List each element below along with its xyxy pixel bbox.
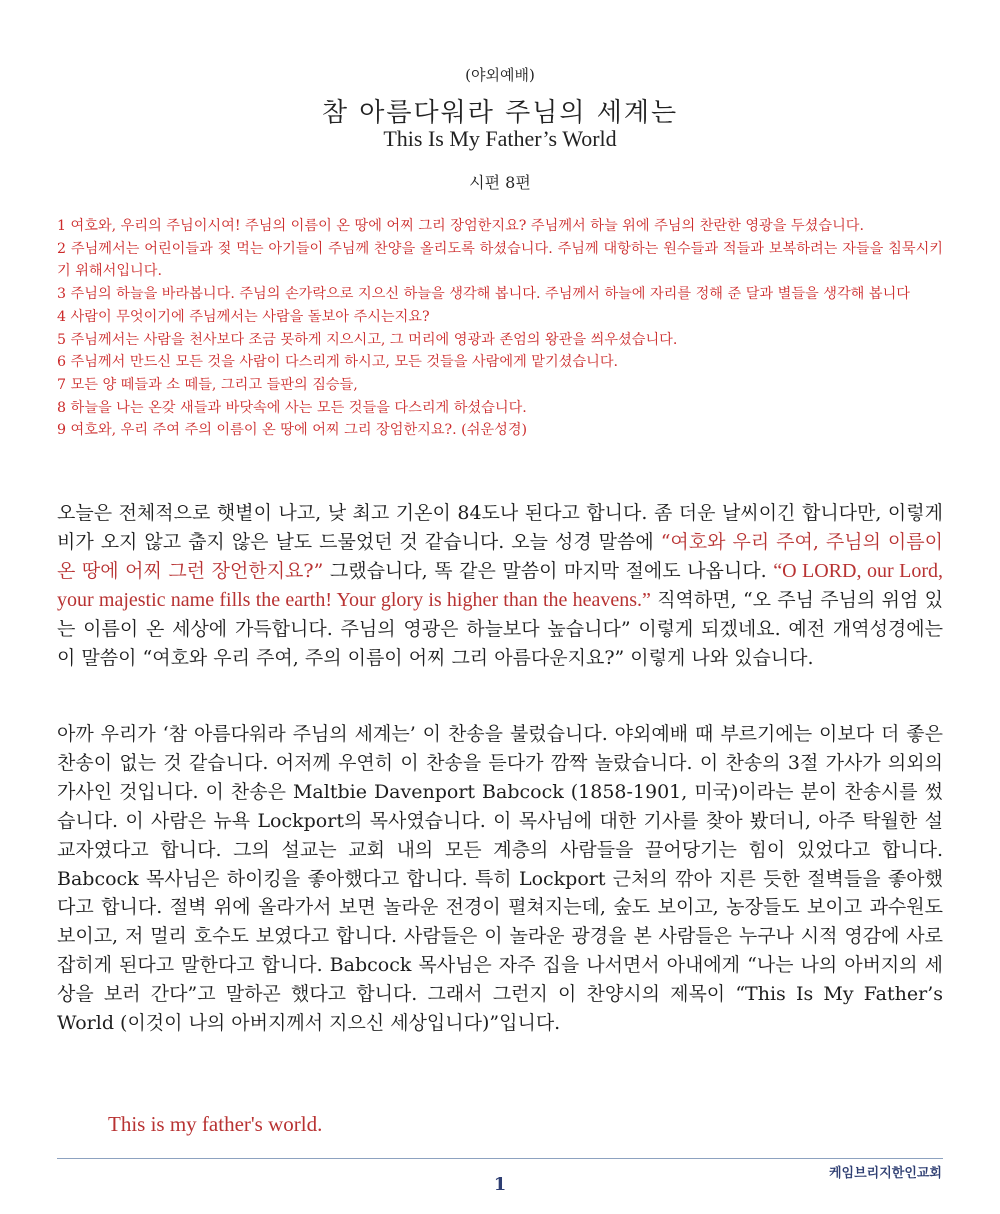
psalm-verse-7: 7 모든 양 떼들과 소 떼들, 그리고 들판의 짐승들,	[57, 376, 358, 393]
hymn-lyric-line: This is my father's world.	[108, 1112, 323, 1136]
occasion-label: (야외예배)	[465, 66, 535, 84]
church-name: 케임브리지한인교회	[828, 1166, 942, 1181]
paragraph-text: 그랬습니다, 똑 같은 말씀이 마지막 절에도 나옵니다.	[323, 559, 774, 582]
paragraph-text: 직역하면, “오 주님 주님의 위엄 있는 이름이 온 세상에 가득합니다. 주님의 영광은 하늘보다 높습니다” 이렇게 되겠네요. 예전 개역성경에는 이 말씀이 “여호와 우리 주여, 주의 이름이 어찌 그리 아름다운지요?” 이렇게 나와 있습니다.	[57, 588, 943, 669]
psalm-verse-1: 1 여호와, 우리의 주님이시여! 주님의 이름이 온 땅에 어찌 그리 장엄한지요? 주님께서 하늘 위에 주님의 찬란한 영광을 두셨습니다.	[57, 218, 864, 234]
psalm-verse-3: 3 주님의 하늘을 바라봅니다. 주님의 손가락으로 지으신 하늘을 생각해 봅니다. 주님께서 하늘에 자리를 정해 준 달과 별들을 생각해 봅니다	[57, 286, 911, 303]
footer-divider	[57, 1158, 943, 1159]
psalm-verse-2: 2 주님께서는 어린이들과 젖 먹는 아기들이 주님께 찬양을 올리도록 하셨습니다. 주님께 대항하는 원수들과 적들과 보복하려는 자들을 침묵시키기 위해서입니다.	[57, 240, 943, 280]
scripture-quote-english: “O LORD, our Lord, your majestic name fills the earth! Your glory is higher than the heavens.”	[57, 559, 943, 611]
scripture-reference: 시편 8편	[469, 173, 531, 192]
page-number: 1	[493, 1174, 507, 1195]
page-title-korean: 참 아름다워라 주님의 세계는	[321, 98, 679, 128]
psalm-verse-4: 4 사람이 무엇이기에 주님께서는 사람을 돌보아 주시는지요?	[57, 308, 430, 325]
paragraph-text: 오늘은 전체적으로 햇볕이 나고, 낮 최고 기온이 84도나 된다고 합니다. 좀 더운 날씨이긴 합니다만, 이렇게 비가 오지 않고 춥지 않은 날도 드물었던 것 같습니다. 오늘 성경 말씀에	[57, 502, 943, 553]
sermon-paragraph-2: 아까 우리가 ‘참 아름다워라 주님의 세계는’ 이 찬송을 불렀습니다. 야외예배 때 부르기에는 이보다 더 좋은 찬송이 없는 것 같습니다. 어저께 우연히 이 찬송을 듣다가 깜짝 놀랐습니다. 이 찬송의 3절 가사가 의외의 가사인 것입니다. 이 찬송은 Maltbie Davenport Babcock (1858-1901, 미국)이라는 분이 찬송시를 썼습니다. 이 사람은 뉴욕 Lockport의 목사였습니다. 이 목사님에 대한 기사를 찾아 봤더니, 아주 탁월한 설교자였다고 합니다. 그의 설교는 교회 내의 모든 계층의 사람들을 끌어당기는 힘이 있었다고 합니다. Babcock 목사님은 하이킹을 좋아했다고 합니다. 특히 Lockport 근처의 깎아 지른 듯한 절벽들을 좋아했다고 합니다. 절벽 위에 올라가서 보면 놀라운 전경이 펼쳐지는데, 숲도 보이고, 농장들도 보이고 과수원도 보이고, 저 멀리 호수도 보였다고 합니다. 사람들은 이 놀라운 광경을 본 사람들은 누구나 시적 영감에 사로잡히게 된다고 말한다고 합니다. Babcock 목사님은 자주 집을 나서면서 아내에게 “나는 나의 아버지의 세상을 보러 간다”고 말하곤 했다고 합니다. 그래서 그런지 이 찬양시의 제목이 “This Is My Father’s World (이것이 나의 아버지께서 지으신 세상입니다)”입니다.	[57, 723, 943, 1035]
scripture-quote-korean: “여호와 우리 주여, 주님의 이름이 온 땅에 어찌 그런 장언한지요?”	[57, 530, 943, 582]
psalm-verse-9: 9 여호와, 우리 주여 주의 이름이 온 땅에 어찌 그리 장엄한지요?. (쉬운성경)	[57, 422, 528, 439]
psalm-passage	[57, 215, 943, 442]
page-title-english: This Is My Father’s World	[383, 126, 617, 151]
psalm-verse-6: 6 주님께서 만드신 모든 것을 사람이 다스리게 하시고, 모든 것들을 사람에게 맡기셨습니다.	[57, 354, 619, 371]
sermon-paragraph-1	[57, 499, 943, 672]
psalm-verse-5: 5 주님께서는 사람을 천사보다 조금 못하게 지으시고, 그 머리에 영광과 존엄의 왕관을 씌우셨습니다.	[57, 331, 678, 348]
psalm-verse-8: 8 하늘을 나는 온갖 새들과 바닷속에 사는 모든 것들을 다스리게 하셨습니다.	[57, 399, 527, 416]
